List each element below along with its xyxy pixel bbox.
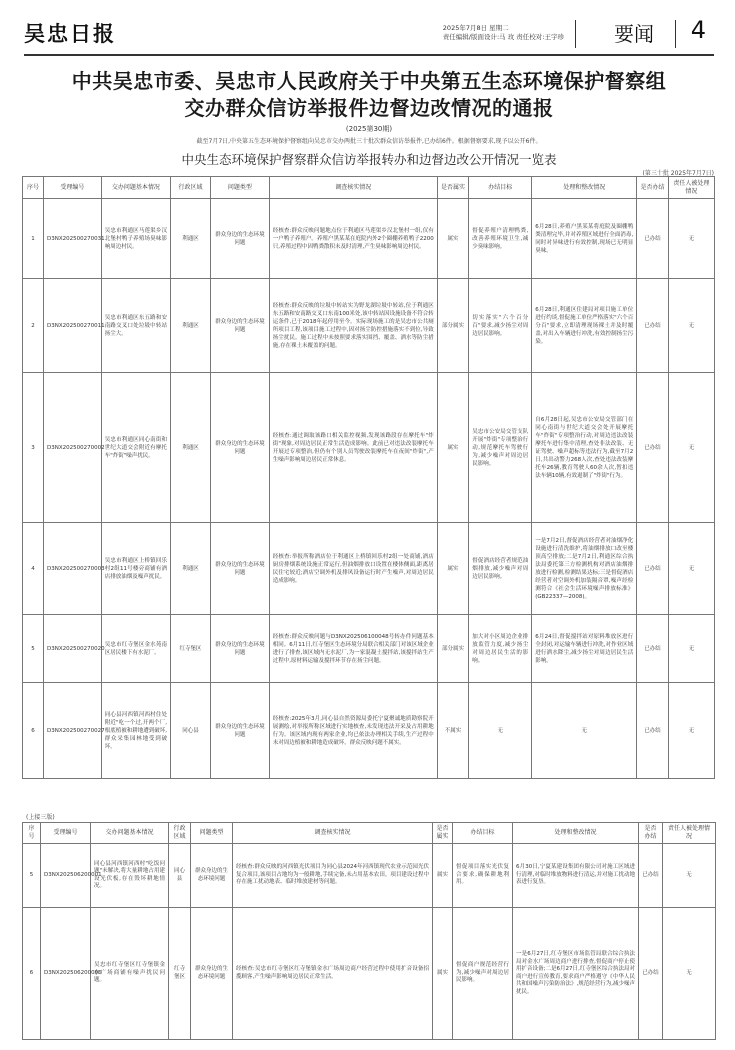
header-cell: 调查核实情况 bbox=[233, 823, 433, 844]
case-id: D3NX202500270003 bbox=[44, 523, 102, 615]
case-verified: 属实 bbox=[437, 523, 469, 615]
case-done: 已办结 bbox=[637, 279, 669, 373]
header-cell: 交办问题基本情况 bbox=[91, 823, 169, 844]
header-cell: 序号 bbox=[23, 823, 41, 844]
case-type: 群众身边的生态环境问题 bbox=[210, 523, 269, 615]
issue-date: 2025年7月8日 星期二 bbox=[442, 24, 509, 32]
continued-note: (上接三版) bbox=[26, 814, 55, 821]
header-cell: 交办问题基本情况 bbox=[101, 177, 170, 199]
case-type: 群众身边的生态环境问题 bbox=[210, 373, 269, 523]
case-verified: 属实 bbox=[437, 199, 469, 279]
case-problem: 吴忠市利通区马莲渠乡汉北堡村鸭子养殖场臭味影响周边村民。 bbox=[101, 199, 170, 279]
header-cell: 责任人被处理情况 bbox=[663, 823, 716, 844]
case-region: 红寺堡区 bbox=[171, 615, 211, 683]
case-problem: 吴忠市利通区上桥镇回乐村2组11号楼旁商铺有酒店排放油烟及噪声扰民。 bbox=[101, 523, 170, 615]
case-type: 群众身边的生态环境问题 bbox=[210, 279, 269, 373]
section-name: 要闻 bbox=[614, 22, 654, 46]
case-goal: 加大对小区周边企业排放监管力度,减少扬尘对周边居民生活的影响。 bbox=[469, 615, 532, 683]
case-accountability: 无 bbox=[668, 523, 714, 615]
case-investigation: 经核查:群众反映问题地点位于利通区马莲渠乡汉北堡村一组,仅有一户鸭子养殖户。养殖户黑某某在庭院内外2个圈棚养殖鸭子2200只,养殖过程中因鸭粪散积未及时清理,产生臭味影响周边村民。 bbox=[269, 199, 437, 279]
row-number: 5 bbox=[23, 615, 44, 683]
header-cell: 是否属实 bbox=[437, 177, 469, 199]
case-problem: 吴忠市红寺堡区金水苑南区居民楼下有水泥厂。 bbox=[101, 615, 170, 683]
case-verified: 不属实 bbox=[437, 683, 469, 779]
article-title bbox=[24, 68, 714, 122]
case-investigation: 经核查:群众反映问题与D3NX202506100048号转办件问题基本相同。6月11日,红寺堡区生态环境分局联合相关部门对该区域企业进行了排查,该区域内无水泥厂,为一家混凝土搅拌站,该搅拌站生产过程中,原材料运输及搅拌环节存在扬尘问题。 bbox=[269, 615, 437, 683]
case-accountability: 无 bbox=[663, 908, 716, 1040]
case-goal: 无 bbox=[469, 683, 532, 779]
case-measures: 6月28日,养殖户黑某某将庭院及圈棚鸭粪清理完毕,并对养殖区域进行全面消毒,同时对异味进行有效控制,现场已无明显臭味。 bbox=[532, 199, 637, 279]
case-accountability: 无 bbox=[668, 683, 714, 779]
table-row bbox=[23, 523, 715, 615]
case-measures: 一是7月2日,督促酒店经营者对油烟净化设施进行清洗维护,将油烟排放口改至楼顶高空排放;二是7月2日,利通区综合执法局委托第三方检测机构对酒店油烟排放进行检测,检测结果达标;三是督促酒店经营者对空调外机加装隔音罩,噪声经检测符合《社会生活环境噪声排放标准》(GB22337—2008)。 bbox=[532, 523, 637, 615]
row-number: 2 bbox=[23, 279, 44, 373]
case-done: 已办结 bbox=[637, 683, 669, 779]
case-measures: 6月28日,利通区住建局对项目施工单位进行约谈,督促施工单位严格落实"六个百分百"要求,立即清理现场裸土并及时覆盖,对出入车辆进行冲洗,有效控制扬尘污染。 bbox=[532, 279, 637, 373]
case-type: 群众身边的生态环境问题 bbox=[191, 844, 233, 908]
case-problem: 同心县河西镇河西村住处附近"吃一个过,开两个厂,根底植被和耕地遭到破坏,群众采集园林地受到破坏。 bbox=[101, 683, 170, 779]
case-investigation: 经核查:2025年3月,同心县自然资源局委托宁夏聚诚地质勘察院开展测绘,对举报所称区域进行实地核查,未发现违法开采及占用耕地行为。该区域内现有两家企业,均已依法办理相关手续,生产过程中未对周边植被和耕地造成破坏。群众反映问题不属实。 bbox=[269, 683, 437, 779]
case-done: 已办结 bbox=[637, 199, 669, 279]
header-info bbox=[443, 24, 564, 42]
table-row bbox=[23, 615, 715, 683]
case-verified: 属实 bbox=[437, 373, 469, 523]
row-number: 6 bbox=[23, 908, 41, 1040]
case-goal: 督促养殖户清理鸭粪,改善养殖环境卫生,减少臭味影响。 bbox=[469, 199, 532, 279]
header-cell: 行政区域 bbox=[169, 823, 191, 844]
case-verified: 部分属实 bbox=[437, 279, 469, 373]
case-region: 同心县 bbox=[169, 844, 191, 908]
editor-credit: 责任编辑/版面设计:马 玫 责任校对:王宇珍 bbox=[442, 33, 564, 41]
row-number: 5 bbox=[23, 844, 41, 908]
case-id: D3NX202506200006 bbox=[41, 908, 91, 1040]
header-cell: 办结目标 bbox=[469, 177, 532, 199]
case-region: 利通区 bbox=[171, 199, 211, 279]
case-verified: 属实 bbox=[433, 908, 453, 1040]
case-done: 已办结 bbox=[637, 523, 669, 615]
case-problem: 吴忠市利通区同心南街和世纪大道交会附近有摩托车"炸街"噪声扰民。 bbox=[101, 373, 170, 523]
header-cell: 办结目标 bbox=[453, 823, 513, 844]
case-investigation: 经核查:举报所称酒店位于利通区上桥镇回乐村2组一处商铺,酒店厨房排烟系统设施正常运行,但油烟排放口设置在楼体侧面,距离居民住宅较近;酒店空调外机及排风设备运行时产生噪声,对周边居民造成影响。 bbox=[269, 523, 437, 615]
case-type: 群众身边的生态环境问题 bbox=[191, 908, 233, 1040]
header-cell: 调查核实情况 bbox=[269, 177, 437, 199]
case-type: 群众身边的生态环境问题 bbox=[210, 615, 269, 683]
case-id: D3NX202500270011 bbox=[44, 279, 102, 373]
header-cell: 是否属实 bbox=[433, 823, 453, 844]
table-row bbox=[23, 844, 716, 908]
row-number: 3 bbox=[23, 373, 44, 523]
row-number: 1 bbox=[23, 199, 44, 279]
header-cell: 处理和整改情况 bbox=[513, 823, 639, 844]
table-row bbox=[23, 199, 715, 279]
case-verified: 部分属实 bbox=[437, 615, 469, 683]
masthead-rule bbox=[24, 54, 714, 56]
case-done: 已办结 bbox=[639, 844, 663, 908]
header-divider bbox=[575, 20, 576, 48]
case-investigation: 经核查:群众反映的垃圾中转站实为野龙湖垃圾中转站,位于利通区东五路和安南路交叉口东南100米处,该中转站因设施设备不符合转运条件,已于2018年起停用至今。实际现场施工的是吴忠市公共厕所项目工程,该项目施工过程中,因对扬尘防控措施落实不到位,导致扬尘扰民。施工过程中未按照要求落实围挡、覆盖、洒水等防尘措施,存在裸土未覆盖的问题。 bbox=[269, 279, 437, 373]
page-number: 4 bbox=[690, 16, 706, 44]
case-region: 利通区 bbox=[171, 523, 211, 615]
case-id: D3NX202500270031 bbox=[44, 199, 102, 279]
case-measures: 无 bbox=[532, 683, 637, 779]
issue-number: (2025第30期) bbox=[345, 125, 393, 133]
case-goal: 吴忠市公安局交管支队开展"炸街"专项整治行动,规范摩托车驾驶行为,减少噪声对周边居民影响。 bbox=[469, 373, 532, 523]
case-goal: 督促商户规范经营行为,减少噪声对周边居民影响。 bbox=[453, 908, 513, 1040]
header-cell: 受理编号 bbox=[41, 823, 91, 844]
case-accountability: 无 bbox=[668, 279, 714, 373]
case-verified: 属实 bbox=[433, 844, 453, 908]
header-cell: 处理和整改情况 bbox=[532, 177, 637, 199]
complaint-table bbox=[22, 176, 715, 779]
title-line-2: 交办群众信访举报件边督边改情况的通报 bbox=[184, 96, 554, 120]
header-cell: 问题类型 bbox=[191, 823, 233, 844]
header-cell: 责任人被处理情况 bbox=[668, 177, 714, 199]
case-type: 群众身边的生态环境问题 bbox=[210, 199, 269, 279]
complaint-table-continued bbox=[22, 822, 716, 1040]
batch-note: (第三十批 2025年7月7日) bbox=[642, 170, 714, 177]
case-problem: 吴忠市利通区东五路和安南路交叉口处垃圾中转站扬尘大。 bbox=[101, 279, 170, 373]
header-cell: 是否办结 bbox=[639, 823, 663, 844]
table-row bbox=[23, 683, 715, 779]
case-goal: 督促项目落实光伏复合要求,确保耕地利用。 bbox=[453, 844, 513, 908]
row-number: 6 bbox=[23, 683, 44, 779]
case-investigation: 经核查:群众反映的河西镇光伏项目为同心县2024年河西镇现代农业示范园光伏复合项目,该项目占地均为一般耕地,手续完备,未占用基本农田。项目建设过程中存在施工扰动地表、临时堆放建材等问题。 bbox=[233, 844, 433, 908]
case-accountability: 无 bbox=[668, 615, 714, 683]
newspaper-logo: 吴忠日报 bbox=[24, 21, 116, 46]
case-region: 利通区 bbox=[171, 279, 211, 373]
row-number: 4 bbox=[23, 523, 44, 615]
header-cell: 受理编号 bbox=[44, 177, 102, 199]
case-accountability: 无 bbox=[668, 199, 714, 279]
table-row bbox=[23, 908, 716, 1040]
table-row bbox=[23, 373, 715, 523]
header-divider bbox=[675, 20, 676, 48]
case-measures: 自6月28日起,吴忠市公安局交管部门在同心南街与世纪大道交会处开展摩托车"炸街"专项整治行动,对周边违法改装摩托车进行集中清理,查处非法改装、无证驾驶、噪声超标等违法行为,截至7月2日,共出动警力268人次,查处违法改装摩托车26辆,教育驾驶人60余人次,暂扣违法车辆10辆,有效遏制了"炸街"行为。 bbox=[532, 373, 637, 523]
article-intro: 截至7月7日,中央第五生态环境保护督察组向吴忠市交办两批三十批次群众信访举报件,已办结6件。根据督察要求,现予以公开6件。 bbox=[196, 138, 542, 145]
case-region: 同心县 bbox=[171, 683, 211, 779]
case-accountability: 无 bbox=[668, 373, 714, 523]
header-cell: 行政区域 bbox=[171, 177, 211, 199]
case-id: D3NX202500270020 bbox=[44, 615, 102, 683]
case-region: 红寺堡区 bbox=[169, 908, 191, 1040]
table-title: 中央生态环境保护督察群众信访举报转办和边督边改公开情况一览表 bbox=[181, 152, 557, 167]
header-cell: 问题类型 bbox=[210, 177, 269, 199]
case-investigation: 经核查:通过调取该路口相关监控视频,发现该路段存在摩托车"炸街"现象,对周边居民正常生活造成影响。此前已对违法改装摩托车开展过专项整治,但仍有个别人员驾驶改装摩托车在夜间"炸街",产生噪声影响周边居民正常休息。 bbox=[269, 373, 437, 523]
table-row bbox=[23, 279, 715, 373]
case-goal: 切实落实"六个百分百"要求,减少扬尘对周边居民影响。 bbox=[469, 279, 532, 373]
case-problem: 同心县河西镇河西村"吃饭问题"未解决,将大量耕地占用建设光伏板,存在毁坏耕地情况。 bbox=[91, 844, 169, 908]
case-done: 已办结 bbox=[637, 373, 669, 523]
case-done: 已办结 bbox=[639, 908, 663, 1040]
case-accountability: 无 bbox=[663, 844, 716, 908]
table-header-row bbox=[23, 823, 716, 844]
case-problem: 吴忠市红寺堡区红寺堡镇金水广场商铺有噪声扰民问题。 bbox=[91, 908, 169, 1040]
masthead bbox=[24, 18, 714, 52]
case-measures: 6月24日,督促搅拌站对原料堆放区进行全封闭,对运输车辆进行冲洗,对作业区域进行洒水降尘,减少扬尘对周边居民生活影响。 bbox=[532, 615, 637, 683]
case-measures: 6月30日,宁夏某建设集团有限公司对施工区域进行清理,对临时堆放物料进行清运,并对施工扰动地表进行复垦。 bbox=[513, 844, 639, 908]
case-region: 利通区 bbox=[171, 373, 211, 523]
title-line-1: 中共吴忠市委、吴忠市人民政府关于中央第五生态环境保护督察组 bbox=[71, 69, 667, 93]
header-cell: 序号 bbox=[23, 177, 44, 199]
case-measures: 一是6月27日,红寺堡区市场监管局联合综合执法局对金水广场周边商户进行排查,督促商户停止使用扩音设备;二是6月27日,红寺堡区综合执法局对商户进行宣传教育,要求商户严格遵守《中华人民共和国噪声污染防治法》,规范经营行为,减少噪声扰民。 bbox=[513, 908, 639, 1040]
header-cell: 是否办结 bbox=[637, 177, 669, 199]
case-id: D3NX202500270027 bbox=[44, 683, 102, 779]
case-id: D3NX202506200001 bbox=[41, 844, 91, 908]
case-investigation: 经核查:吴忠市红寺堡区红寺堡镇金水广场周边商户经营过程中使用扩音设备招揽顾客,产生噪声影响周边居民正常生活。 bbox=[233, 908, 433, 1040]
case-goal: 督促酒店经营者规范油烟排放,减少噪声对周边居民影响。 bbox=[469, 523, 532, 615]
case-done: 已办结 bbox=[637, 615, 669, 683]
case-type: 群众身边的生态环境问题 bbox=[210, 683, 269, 779]
case-id: D3NX202500270002 bbox=[44, 373, 102, 523]
table-header-row bbox=[23, 177, 715, 199]
